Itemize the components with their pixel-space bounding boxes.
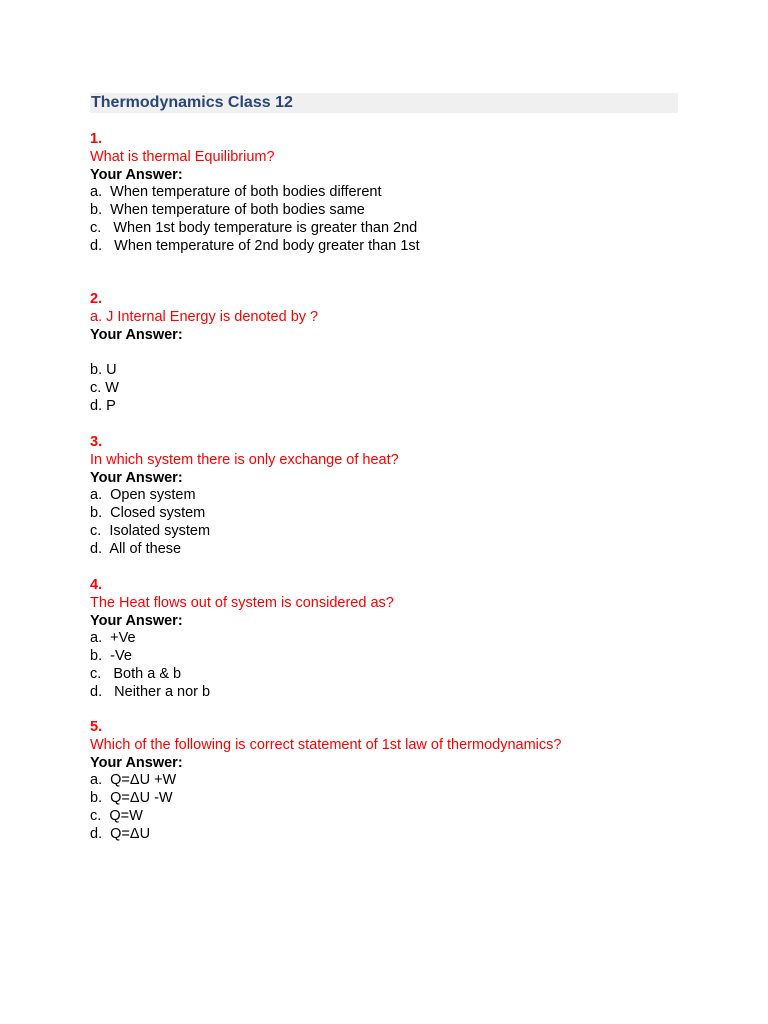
answer-option: b. Q=ΔU -W xyxy=(90,790,173,807)
answer-option: b. Closed system xyxy=(90,505,206,522)
answer-option: a. +Ve xyxy=(90,630,136,647)
document-page xyxy=(90,93,678,113)
answer-option: d. P xyxy=(90,397,116,414)
answer-option: c. Q=W xyxy=(90,807,143,824)
answer-option: c. W xyxy=(90,379,119,396)
answer-option: d. When temperature of 2nd body greater than 1st xyxy=(90,237,420,254)
question-text: The Heat flows out of system is considered as? xyxy=(90,594,394,611)
answer-option: b. U xyxy=(90,362,117,379)
answer-option: c. Isolated system xyxy=(90,522,211,539)
answer-option: a. Open system xyxy=(90,487,196,504)
answer-option: d. All of these xyxy=(90,540,182,557)
question-number: 4. xyxy=(90,577,103,593)
question-number: 5. xyxy=(90,719,103,735)
your-answer-label: Your Answer: xyxy=(90,166,183,183)
question-text: In which system there is only exchange of heat? xyxy=(90,451,399,468)
question-block-2 xyxy=(90,291,678,416)
question-number: 1. xyxy=(90,131,103,147)
your-answer-label: Your Answer: xyxy=(90,469,183,486)
blank-line xyxy=(90,344,678,362)
question-number: 2. xyxy=(90,291,103,307)
answer-option: c. Both a & b xyxy=(90,665,182,682)
question-number: 3. xyxy=(90,434,103,450)
question-text: a. J Internal Energy is denoted by ? xyxy=(90,308,319,325)
answer-option: a. When temperature of both bodies different xyxy=(90,184,382,201)
question-block-1 xyxy=(90,131,678,256)
your-answer-label: Your Answer: xyxy=(90,754,183,771)
question-text: Which of the following is correct statement of 1st law of thermodynamics? xyxy=(90,736,562,753)
your-answer-label: Your Answer: xyxy=(90,612,183,629)
question-text: What is thermal Equilibrium? xyxy=(90,148,275,165)
answer-option: d. Neither a nor b xyxy=(90,683,211,700)
document-title: Thermodynamics Class 12 xyxy=(90,93,678,113)
question-block-4 xyxy=(90,577,678,702)
answer-option: a. Q=ΔU +W xyxy=(90,772,177,789)
question-block-3 xyxy=(90,434,678,559)
answer-option: d. Q=ΔU xyxy=(90,825,151,842)
answer-option: b. -Ve xyxy=(90,648,132,665)
answer-option: b. When temperature of both bodies same xyxy=(90,202,365,219)
your-answer-label: Your Answer: xyxy=(90,326,183,343)
question-block-5 xyxy=(90,719,678,844)
answer-option: c. When 1st body temperature is greater than 2nd xyxy=(90,219,418,236)
